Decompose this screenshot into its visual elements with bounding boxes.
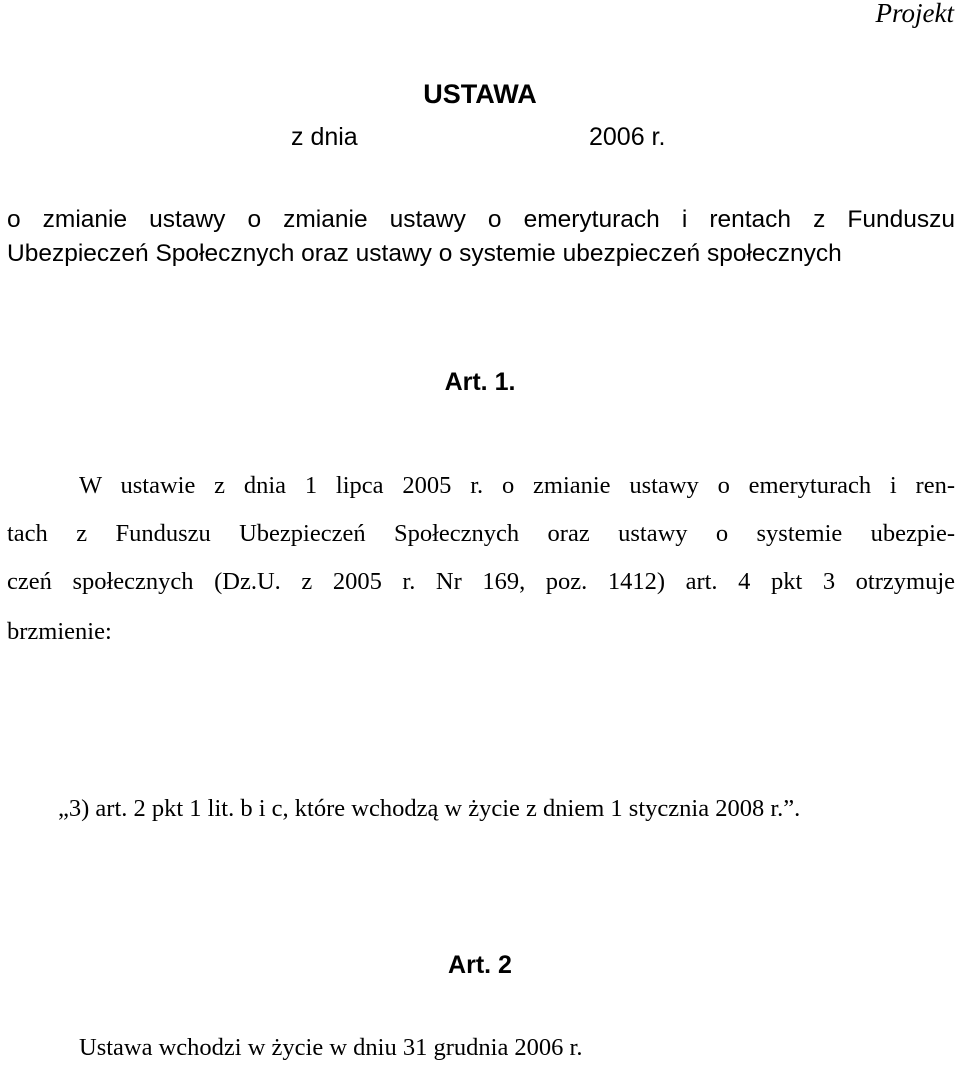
article-1-paragraph-line: W ustawie z dnia 1 lipca 2005 r. o zmianie ustawy o emeryturach i ren- (79, 472, 955, 499)
article-1-paragraph-line: czeń społecznych (Dz.U. z 2005 r. Nr 169, poz. 1412) art. 4 pkt 3 otrzymuje (7, 568, 955, 595)
act-date-prefix: z dnia (291, 123, 358, 151)
act-subject-line: o zmianie ustawy o zmianie ustawy o emeryturach i rentach z Funduszu (7, 206, 955, 233)
act-title: USTAWA (423, 79, 537, 109)
article-2-heading: Art. 2 (448, 951, 512, 979)
article-1-paragraph-line: tach z Funduszu Ubezpieczeń Społecznych oraz ustawy o systemie ubezpie- (7, 520, 955, 547)
act-date-year: 2006 r. (589, 123, 666, 151)
article-1-paragraph-line: brzmienie: (7, 618, 112, 645)
article-1-heading: Art. 1. (444, 368, 516, 396)
article-2-text: Ustawa wchodzi w życie w dniu 31 grudnia 2006 r. (79, 1034, 583, 1061)
draft-label: Projekt (875, 0, 954, 28)
amendment-quote: „3) art. 2 pkt 1 lit. b i c, które wchodzą w życie z dniem 1 stycznia 2008 r.”. (58, 795, 801, 822)
act-subject-line: Ubezpieczeń Społecznych oraz ustawy o systemie ubezpieczeń społecznych (7, 240, 842, 267)
